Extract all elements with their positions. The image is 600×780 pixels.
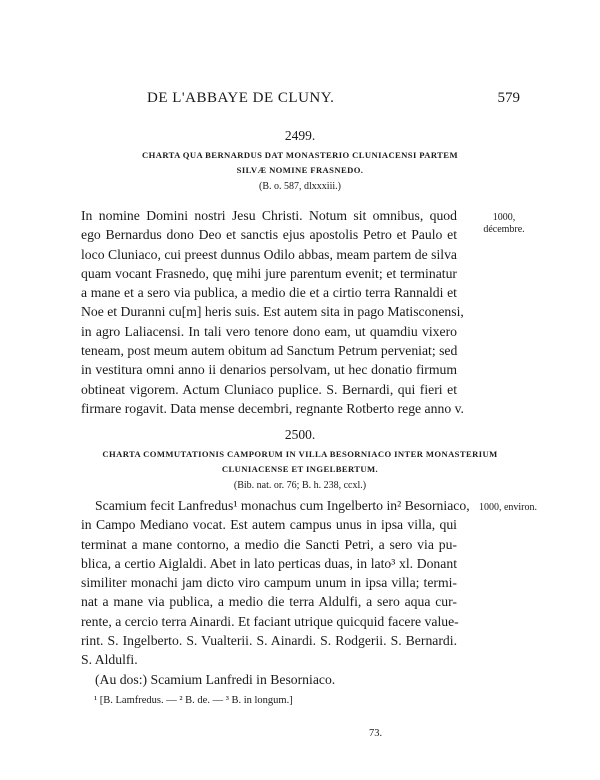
- text-line: firmare rogavit. Data mense decembri, regnante Rotberto rege anno v.: [81, 400, 464, 416]
- text-line: In nomine Domini nostri Jesu Christi. Notum sit omnibus, quod: [81, 208, 457, 223]
- charter-2499-text: [81, 206, 464, 418]
- page-header: [80, 90, 520, 110]
- text-line: terminat a mane contorno, a medio die Sancti Petri, a sero via pu-: [81, 536, 457, 552]
- charter-number: 2500.: [284, 427, 316, 442]
- text-line: ego Bernardus dono Deo et sanctis ejus apostolis Petro et Paulo et: [81, 227, 457, 243]
- charter-title-line: CLUNIACENSE ET INGELBERTUM.: [221, 464, 379, 474]
- text-line: in vestitura omni anno ii denarios persolvam, ut hec donatio firmum: [81, 362, 457, 378]
- text-line: quam vocant Frasnedo, quę mihi jure parentum evenit; et terminatur: [81, 265, 457, 281]
- charter-source: (B. o. 587, dlxxxiii.): [259, 181, 341, 192]
- text-line: obtineat vigorem. Actum Cluniaco puplice. S. Bernardi, qui fieri et: [81, 381, 457, 397]
- printer-signature: 73.: [369, 728, 383, 739]
- text-line: Scamium fecit Lanfredus¹ monachus cum Ingelberto in² Besorniaco,: [95, 498, 470, 513]
- margin-date-line: 1000, environ.: [478, 502, 538, 513]
- text-line: rente, a cercio terra Ainardi. Et faciant utrique quicquid facere value-: [81, 613, 459, 629]
- charter-title-line: CHARTA QUA BERNARDUS DAT MONASTERIO CLUNIACENSI PARTEM: [142, 150, 458, 160]
- charter-title-line: SILVÆ NOMINE FRASNEDO.: [236, 165, 364, 175]
- text-line: teneam, post meum autem obitum ad Sanctum Petrum perveniat; sed: [81, 343, 458, 359]
- footnotes: ¹ [B. Lamfredus. — ² B. de. — ³ B. in longum.]: [94, 695, 293, 706]
- page-number: 579: [497, 90, 520, 106]
- text-line: Noe et Duranni cu[m] heris suis. Est autem sita in pago Matisconensi,: [81, 304, 464, 320]
- charter-number: 2499.: [284, 128, 316, 143]
- charter-source: (Bib. nat. or. 76; B. h. 238, ccxl.): [233, 480, 367, 491]
- margin-date: [474, 212, 534, 236]
- text-line: similiter monachi jam dicto viro campum unum in ipsa villa; termi-: [81, 575, 457, 591]
- text-line: S. Aldulfi.: [81, 652, 138, 668]
- charter-2499-heading: [80, 128, 520, 192]
- margin-date-line: décembre.: [483, 224, 525, 235]
- text-line: (Au dos:) Scamium Lanfredi in Besorniaco.: [95, 671, 336, 687]
- running-title: DE L'ABBAYE DE CLUNY.: [147, 90, 335, 106]
- text-line: in agro Laliacensi. In tali vero tenore dono eam, ut quamdiu vixero: [81, 323, 457, 339]
- text-line: a mane et a sero via publica, a medio die et a cirtio terra Rannaldi et: [81, 285, 457, 301]
- charter-title: [80, 148, 520, 178]
- charter-2500-heading: [80, 427, 520, 491]
- charter-2500-text: [81, 496, 470, 689]
- charter-title-line: CHARTA COMMUTATIONIS CAMPORUM IN VILLA BESORNIACO INTER MONASTERIUM: [102, 449, 498, 459]
- margin-date: [468, 502, 548, 514]
- margin-date-line: 1000,: [492, 212, 516, 223]
- charter-title: [80, 447, 520, 477]
- text-line: rint. S. Ingelberto. S. Vualterii. S. Ainardi. S. Rodgerii. S. Bernardi.: [81, 633, 457, 649]
- text-line: blica, a certio Aiglaldi. Abet in lato perticas duas, in lato³ xl. Donant: [81, 555, 457, 571]
- text-line: in Campo Mediano vocat. Est autem campus unus in ipsa villa, qui: [81, 517, 457, 533]
- text-line: nat a mane via publica, a medio die terra Aldulfi, a sero aqua cur-: [81, 594, 457, 610]
- text-line: loco Cluniaco, cui preest dunnus Odilo abbas, meam partem de silva: [81, 246, 457, 262]
